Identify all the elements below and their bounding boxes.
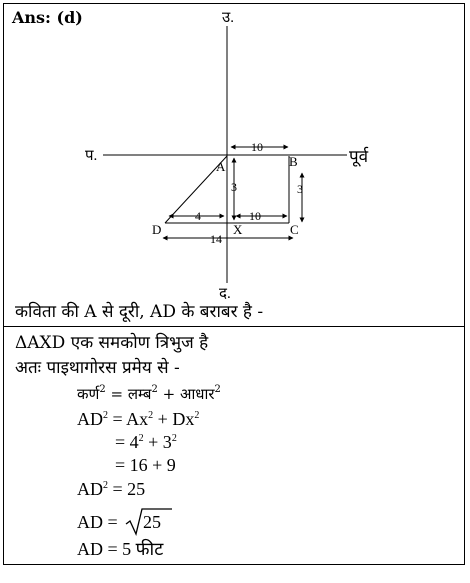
distance-statement: कविता की A से दूरी, AD के बराबर है - xyxy=(15,302,264,322)
sqrt-radicand: 25 xyxy=(143,512,161,532)
final-answer: AD = 5 फीट xyxy=(77,539,164,559)
measure-bc-3: 3 xyxy=(297,182,303,196)
measure-left-4: 4 xyxy=(195,209,201,223)
point-d-label: D xyxy=(152,222,162,237)
measure-ax-3: 3 xyxy=(231,180,237,194)
right-triangle-statement: ΔAXD एक समकोण त्रिभुज है xyxy=(15,333,209,353)
point-a-label: A xyxy=(216,159,226,174)
measure-top-10: 10 xyxy=(251,140,263,154)
answer-label: Ans: (d) xyxy=(12,8,83,27)
north-label: उ. xyxy=(222,10,234,26)
point-b-label: B xyxy=(289,154,298,169)
measure-bottom-14: 14 xyxy=(210,232,222,246)
pythagoras-formula: कर्ण$^2$ = लम्ब$^2$ + आधार$^2$ xyxy=(77,384,221,403)
south-label: द. xyxy=(219,286,231,302)
point-c-label: C xyxy=(290,222,299,237)
east-label: पूर्व xyxy=(349,147,369,166)
pythagoras-statement: अतः पाइथागोरस प्रमेय से - xyxy=(15,358,180,378)
equation-1: $AD^2 = Ax^2 + Dx^2$ xyxy=(77,409,200,429)
equation-2: = $4^2 + 3^2$ xyxy=(115,432,177,452)
equation-5: AD = xyxy=(77,512,118,532)
point-x-label: X xyxy=(233,222,243,237)
measure-mid-10: 10 xyxy=(249,209,261,223)
equation-4: $AD^2 = 25$ xyxy=(77,479,146,499)
west-label: प. xyxy=(85,148,98,164)
equation-3: = 16 + 9 xyxy=(115,455,176,475)
